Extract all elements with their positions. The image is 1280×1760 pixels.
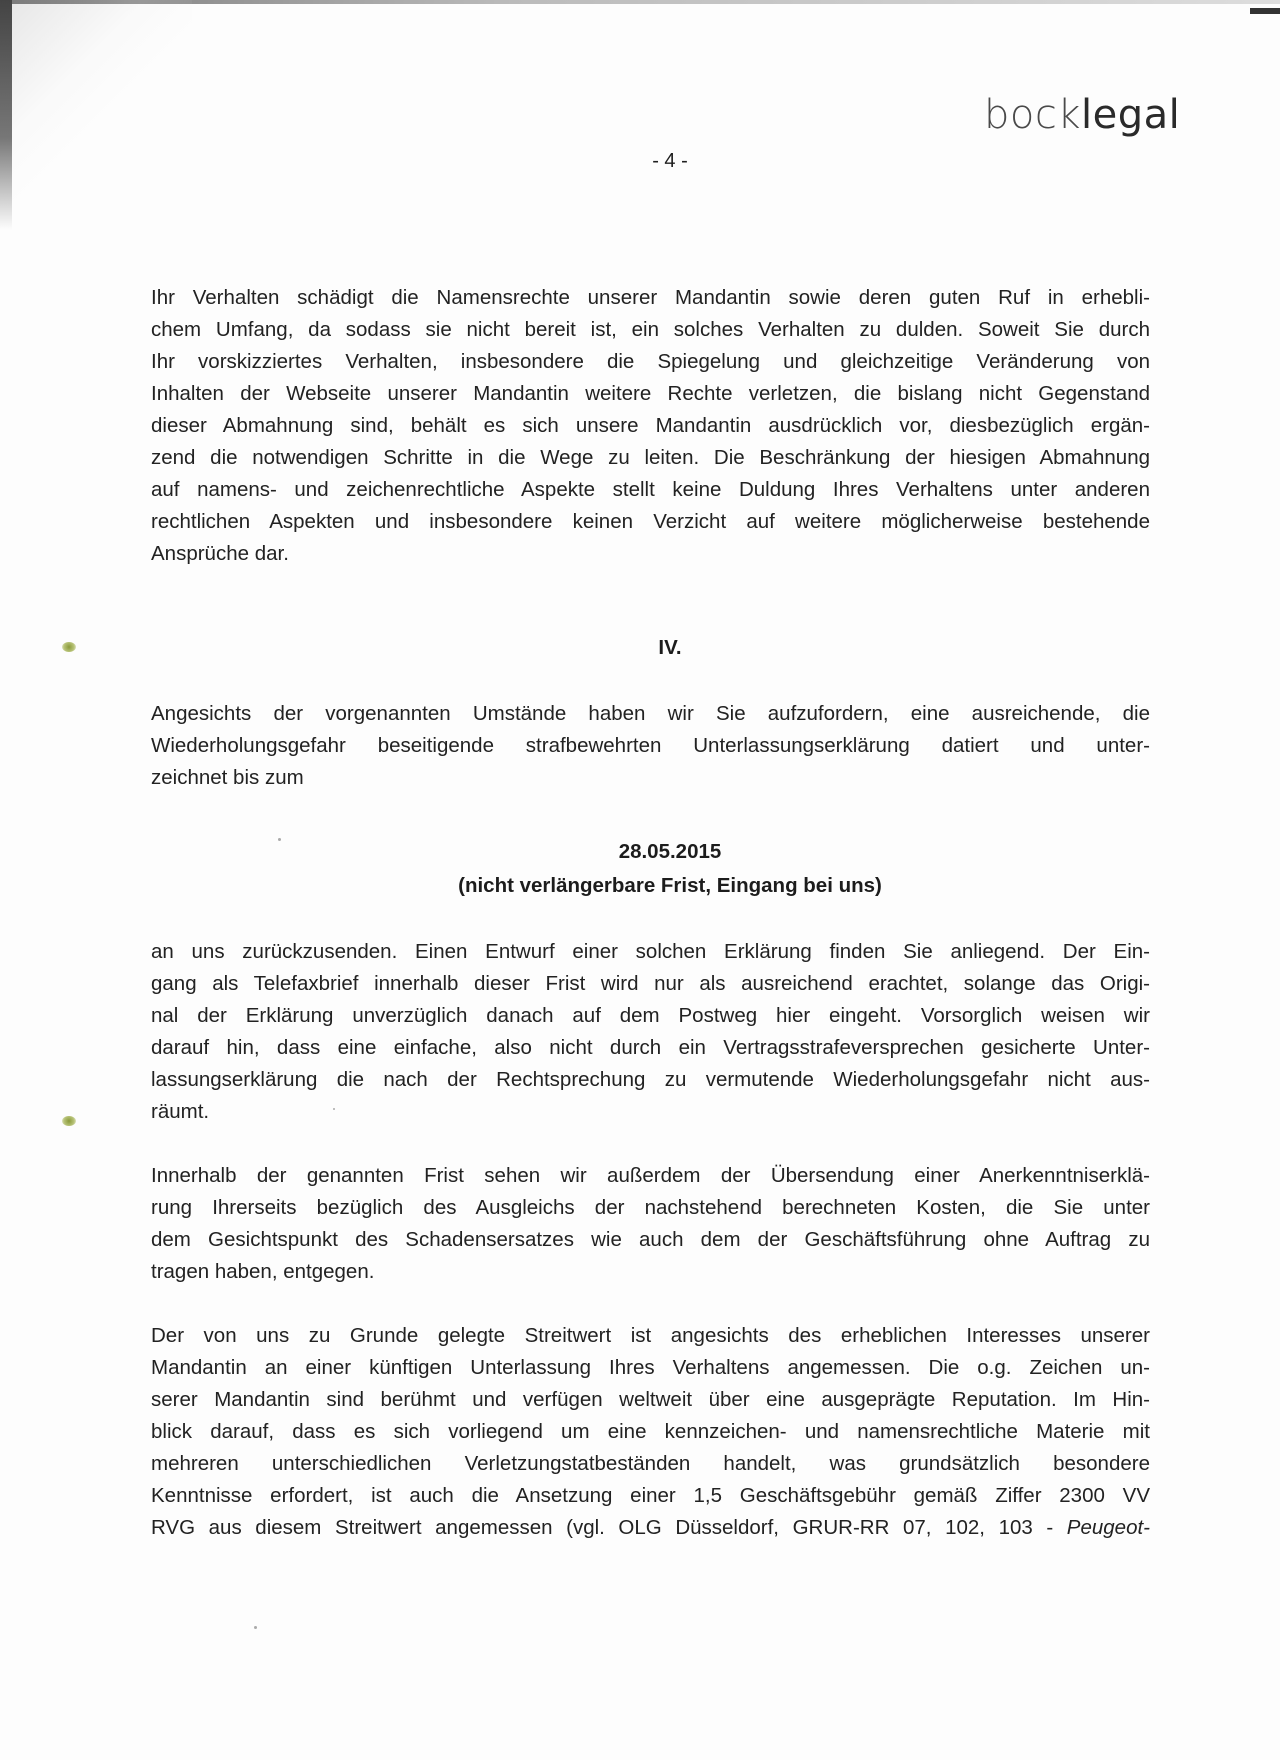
paragraph-streitwert — [151, 1320, 1150, 1544]
case-name: Peugeot- — [1066, 1516, 1150, 1539]
text-line: rechtlichen Aspekten und insbesondere keinen Verzicht auf weitere möglicherweise bestehende — [151, 510, 1150, 533]
text-line: nal der Erklärung unverzüglich danach auf dem Postweg hier eingeht. Vorsorglich weisen wir — [151, 1004, 1150, 1027]
text-line: mehreren unterschiedlichen Verletzungstatbeständen handelt, was grundsätzlich besondere — [151, 1452, 1150, 1475]
text-line: Innerhalb der genannten Frist sehen wir außerdem der Übersendung einer Anerkenntniserklä- — [151, 1164, 1150, 1187]
text-line: an uns zurückzusenden. Einen Entwurf einer solchen Erklärung finden Sie anliegend. Der Ein- — [151, 940, 1150, 963]
paragraph-name-rights — [151, 282, 1150, 570]
scan-edge-left — [0, 0, 12, 230]
text-line: rung Ihrerseits bezüglich des Ausgleichs der nachstehend berechneten Kosten, die Sie unter — [151, 1196, 1150, 1219]
text-line: räumt. — [151, 1100, 210, 1123]
scan-edge-top — [0, 0, 1280, 4]
paragraph-demand — [151, 698, 1150, 794]
text-line: auf namens- und zeichenrechtliche Aspekte stellt keine Duldung Ihres Verhaltens unter anderen — [151, 478, 1150, 501]
text-line: Ansprüche dar. — [151, 542, 289, 565]
text-line: darauf hin, dass eine einfache, also nicht durch ein Vertragsstrafeversprechen gesicherte Unter- — [151, 1036, 1150, 1059]
text-line: Wiederholungsgefahr beseitigende strafbewehrten Unterlassungserklärung datiert und unter- — [151, 734, 1150, 757]
text-line: zend die notwendigen Schritte in die Wege zu leiten. Die Beschränkung der hiesigen Abmahnung — [151, 446, 1150, 469]
text-line: Ihr Verhalten schädigt die Namensrechte unserer Mandantin sowie deren guten Ruf in erhebli- — [151, 286, 1150, 309]
deadline-note: (nicht verlängerbare Frist, Eingang bei uns) — [458, 874, 882, 897]
scan-speck — [254, 1626, 257, 1629]
section-heading: IV. — [658, 636, 682, 659]
deadline-date: 28.05.2015 — [618, 840, 722, 863]
text-line: serer Mandantin sind berühmt und verfügen weltweit über eine ausgeprägte Reputation. Im Hin- — [151, 1388, 1150, 1411]
punch-hole-mark — [62, 1116, 76, 1126]
text-line: Inhalten der Webseite unserer Mandantin weitere Rechte verletzen, die bislang nicht Gegenstand — [151, 382, 1150, 405]
text-line: gang als Telefaxbrief innerhalb dieser Frist wird nur als ausreichend erachtet, solange das Origi- — [151, 972, 1150, 995]
company-logo: bocklegal — [984, 92, 1181, 138]
text-line: Ihr vorskizziertes Verhalten, insbesondere die Spiegelung und gleichzeitige Veränderung von — [151, 350, 1150, 373]
text-line: Kenntnisse erfordert, ist auch die Ansetzung einer 1,5 Geschäftsgebühr gemäß Ziffer 2300 VV — [151, 1484, 1150, 1507]
text-line: Angesichts der vorgenannten Umstände haben wir Sie aufzufordern, eine ausreichende, die — [151, 702, 1150, 725]
text-line — [151, 1512, 1150, 1544]
text-line: blick darauf, dass es sich vorliegend um eine kennzeichen- und namensrechtliche Materie mit — [151, 1420, 1150, 1443]
text-line: zeichnet bis zum — [151, 766, 304, 789]
text-line: tragen haben, entgegen. — [151, 1260, 375, 1283]
text-line: dem Gesichtspunkt des Schadensersatzes wie auch dem der Geschäftsführung ohne Auftrag zu — [151, 1228, 1150, 1251]
text-line: dieser Abmahnung sind, behält es sich unsere Mandantin ausdrücklich vor, diesbezüglich ergän- — [151, 414, 1150, 437]
text-line: chem Umfang, da sodass sie nicht bereit ist, ein solches Verhalten zu dulden. Soweit Sie durch — [151, 318, 1150, 341]
paragraph-return — [151, 936, 1150, 1128]
text-line: Der von uns zu Grunde gelegte Streitwert ist angesichts des erheblichen Interesses unserer — [151, 1324, 1150, 1347]
page-number: - 4 - — [652, 150, 688, 172]
text-run: RVG aus diesem Streitwert angemessen (vgl. OLG Düsseldorf, GRUR-RR 07, 102, 103 - — [151, 1516, 1067, 1539]
paragraph-costs — [151, 1160, 1150, 1288]
scan-edge-mark — [1250, 8, 1280, 14]
text-line: Mandantin an einer künftigen Unterlassung Ihres Verhaltens angemessen. Die o.g. Zeichen un- — [151, 1356, 1150, 1379]
text-line: lassungserklärung die nach der Rechtsprechung zu vermutende Wiederholungsgefahr nicht aus- — [151, 1068, 1150, 1091]
